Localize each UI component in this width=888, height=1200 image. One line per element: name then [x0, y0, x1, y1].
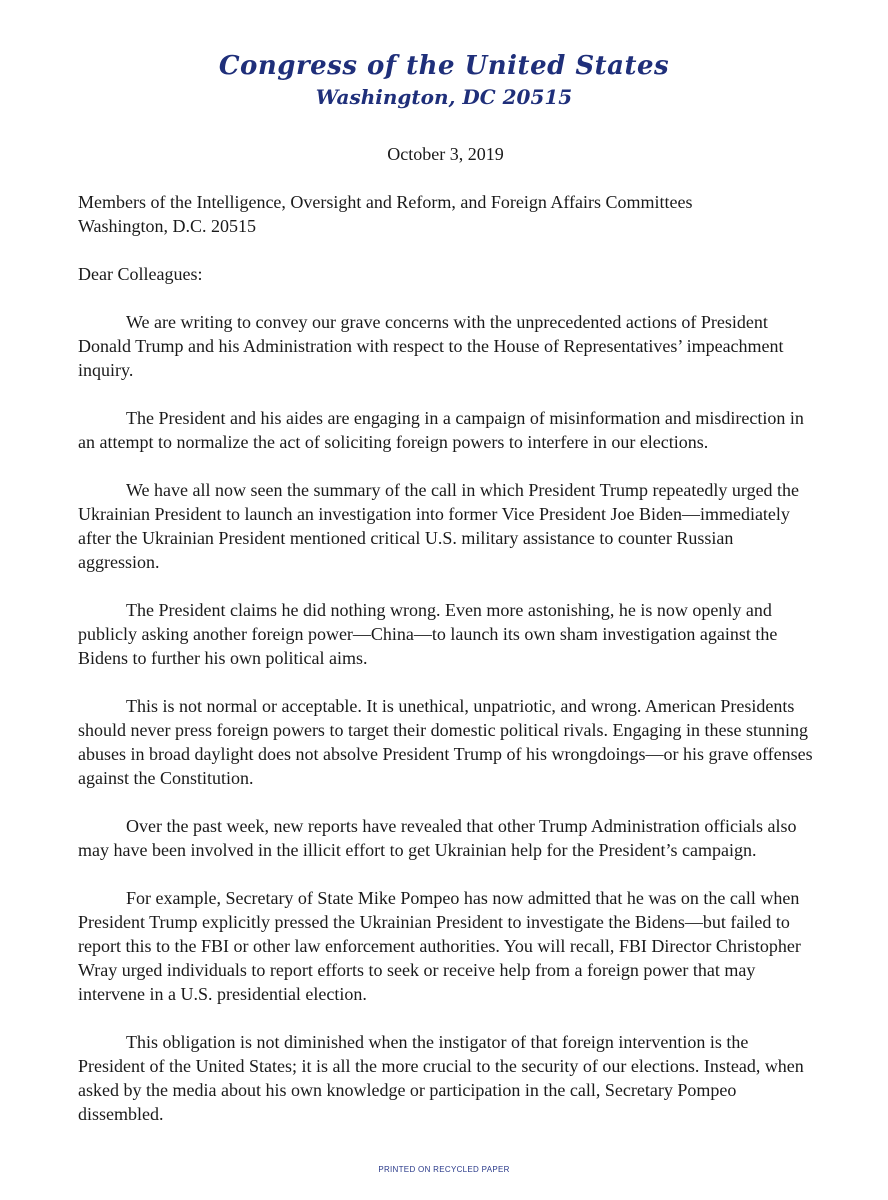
letterhead-address: Washington, DC 20515 — [315, 85, 573, 109]
letterhead — [0, 50, 888, 110]
recycled-paper-footer: PRINTED ON RECYCLED PAPER — [378, 1165, 510, 1174]
recipient-line: Members of the Intelligence, Oversight and Reform, and Foreign Affairs Committees — [78, 192, 693, 212]
paragraph: We have all now seen the summary of the call in which President Trump repeatedly urged the Ukrainian President to launch an investigation into former Vice President Joe Biden—immediately after the Ukrainian President mentioned critical U.S. military assistance to counter Russian aggression. — [78, 480, 800, 572]
recipient-block — [78, 190, 813, 238]
paragraph: The President claims he did nothing wrong. Even more astonishing, he is now openly and publicly asking another foreign power—China—to launch its own sham investigation against the Bidens to further his own political aims. — [78, 600, 778, 668]
salutation: Dear Colleagues: — [78, 264, 203, 284]
paragraph: The President and his aides are engaging in a campaign of misinformation and misdirection in an attempt to normalize the act of soliciting foreign powers to interfere in our elections. — [78, 408, 804, 452]
letter-body — [78, 142, 813, 1150]
paragraph: Over the past week, new reports have revealed that other Trump Administration officials also may have been involved in the illicit effort to get Ukrainian help for the President’s campaign. — [78, 816, 797, 860]
paragraph: This is not normal or acceptable. It is unethical, unpatriotic, and wrong. American Presidents should never press foreign powers to target their domestic political rivals. Engaging in these stunning abuses in broad daylight does not absolve President Trump of his wrongdoings—or his grave offenses against the Constitution. — [78, 696, 813, 788]
paragraph: For example, Secretary of State Mike Pompeo has now admitted that he was on the call when President Trump explicitly pressed the Ukrainian President to investigate the Bidens—but failed to report this to the FBI or other law enforcement authorities. You will recall, FBI Director Christopher Wray urged individuals to report efforts to seek or receive help from a foreign power that may intervene in a U.S. presidential election. — [78, 888, 801, 1004]
recipient-address: Washington, D.C. 20515 — [78, 216, 257, 236]
letter-date: October 3, 2019 — [387, 144, 504, 164]
paragraph: This obligation is not diminished when the instigator of that foreign intervention is the President of the United States; it is all the more crucial to the security of our elections. Instead, when asked by the media about his own knowledge or participation in the call, Secretary Pompeo dissembled. — [78, 1032, 804, 1124]
paragraph: We are writing to convey our grave concerns with the unprecedented actions of President Donald Trump and his Administration with respect to the House of Representatives’ impeachment inquiry. — [78, 312, 784, 380]
letterhead-title: Congress of the United States — [218, 51, 670, 81]
